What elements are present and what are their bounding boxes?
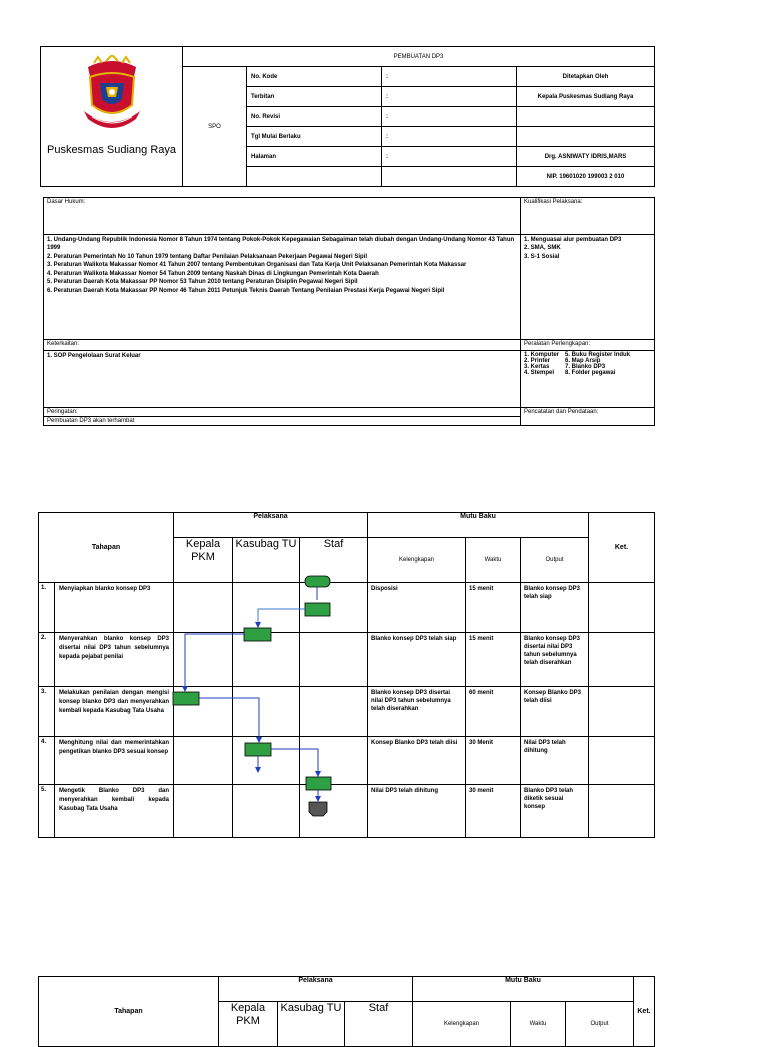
step-waktu: 15 menit xyxy=(466,583,521,633)
process-box-shape xyxy=(173,692,199,705)
dasar-hukum-label: Dasar Hukum: xyxy=(44,198,521,235)
equipment-item: 4. Stempel xyxy=(524,369,555,376)
mutu-baku-header: Mutu Baku xyxy=(412,977,633,1002)
ket-header: Ket. xyxy=(633,977,654,1047)
row-value: : xyxy=(382,127,517,147)
row-label: No. Kode xyxy=(247,67,382,87)
equipment-item: 3. Kertas xyxy=(524,363,550,370)
peringatan-label: Peringatan: xyxy=(44,407,521,416)
process-box-shape xyxy=(306,777,331,790)
peralatan-label: Peralatan Perlengkapan: xyxy=(521,340,655,350)
step-kelengkapan: Disposisi xyxy=(368,583,466,633)
kelengkapan-header: Kelengkapan xyxy=(412,1002,510,1047)
step-kelengkapan: Blanko konsep DP3 disertai nilai DP3 tahun sebelumnya telah diserahkan xyxy=(368,687,466,737)
step-number: 4. xyxy=(39,737,55,785)
step-kelengkapan: Nilai DP3 telah dihitung xyxy=(368,785,466,838)
row-right: NIP. 19601020 199003 2 010 xyxy=(517,167,655,187)
list-item: 1. SOP Pengelolaan Surat Keluar xyxy=(47,352,141,359)
spo-label: SPO xyxy=(183,67,247,187)
row-label: No. Revisi xyxy=(247,107,382,127)
row-value: : xyxy=(382,107,517,127)
step-output: Nilai DP3 telah dihitung xyxy=(521,737,589,785)
process-box-shape xyxy=(245,743,271,756)
kepala-pkm-header: Kepala PKM xyxy=(218,1002,277,1047)
step-number: 2. xyxy=(39,633,55,687)
list-item: 6. Peraturan Daerah Kota Makassar PP Nomor 46 Tahun 2011 Petunjuk Teknis Daerah Tentang Penilaian Prestasi Kerja Pegawai Negeri Sipil xyxy=(47,287,445,294)
start-terminator-shape xyxy=(305,576,330,587)
process-box-shape xyxy=(305,603,330,616)
ket-header: Ket. xyxy=(589,513,655,583)
step-kelengkapan: Blanko konsep DP3 telah siap xyxy=(368,633,466,687)
output-header: Output xyxy=(521,538,589,583)
step-waktu: 60 menit xyxy=(466,687,521,737)
waktu-header: Waktu xyxy=(466,538,521,583)
step-text: Menyerahkan blanko konsep DP3 disertai nilai DP3 tahun sebelumnya kepada pejabat penilai xyxy=(55,633,174,687)
step-kelengkapan: Konsep Blanko DP3 telah diisi xyxy=(368,737,466,785)
row-label: Terbitan xyxy=(247,87,382,107)
step-text: Mengetik Blanko DP3 dan menyerahkan kembali kepada Kasubag Tata Usaha xyxy=(55,785,174,838)
row-right: Kepala Puskesmas Sudiang Raya xyxy=(517,87,655,107)
flow-connector xyxy=(271,749,318,774)
doc-title: PEMBUATAN DP3 xyxy=(183,47,655,67)
equipment-item: 8. Folder pegawai xyxy=(565,369,616,376)
kelengkapan-header: Kelengkapan xyxy=(368,538,466,583)
step-output: Konsep Blanko DP3 telah diisi xyxy=(521,687,589,737)
pencatatan-label: Pencatatan dan Pendataan: xyxy=(521,407,655,425)
step-text: Menghitung nilai dan memerintahkan pengetikan blanko DP3 sesuai konsep xyxy=(55,737,174,785)
step-waktu: 30 Menit xyxy=(466,737,521,785)
step-output: Blanko DP3 telah diketik sesuai konsep xyxy=(521,785,589,838)
row-value: : xyxy=(382,147,517,167)
staf-header: Staf xyxy=(300,538,368,583)
list-item: 1. Menguasai alur pembuatan DP3 xyxy=(524,236,622,243)
equipment-item: 5. Buku Register Induk xyxy=(565,351,631,358)
step-output: Blanko konsep DP3 telah siap xyxy=(521,583,589,633)
step-text: Menyiapkan blanko konsep DP3 xyxy=(55,583,174,633)
step-number: 3. xyxy=(39,687,55,737)
tahapan-header: Tahapan xyxy=(39,513,174,583)
end-terminator-shape xyxy=(309,802,327,816)
list-item: 2. SMA, SMK xyxy=(524,245,561,252)
list-item: 2. Peraturan Pemerintah No 10 Tahun 1979 tentang Daftar Penilaian Pelaksanaan Pekerjaan Pegawai Negeri Sipil xyxy=(47,253,368,260)
step-waktu: 30 menit xyxy=(466,785,521,838)
row-value: : xyxy=(382,67,517,87)
pelaksana-header: Pelaksana xyxy=(218,977,412,1002)
list-item: 4. Peraturan Walikota Makassar Nomor 54 Tahun 2009 tentang Naskah Dinas di Lingkungan Pemerintah Kota Daerah xyxy=(47,270,379,277)
flow-connector xyxy=(185,634,244,689)
row-label: Tgl Mulai Berlaku xyxy=(247,127,382,147)
row-right: Ditetapkan Oleh xyxy=(517,67,655,87)
step-number: 5. xyxy=(39,785,55,838)
step-number: 1. xyxy=(39,583,55,633)
step-output: Blanko konsep DP3 disertai nilai DP3 tahun sebelumnya telah diserahkan xyxy=(521,633,589,687)
process-table-continued xyxy=(38,976,655,1047)
mutu-baku-header: Mutu Baku xyxy=(368,513,589,538)
list-item: 5. Peraturan Daerah Kota Makassar PP Nomor 53 Tahun 2010 tentang Peraturan Disiplin Pegawai Negeri Sipil xyxy=(47,279,358,286)
flow-connector xyxy=(258,609,305,625)
org-name: Puskesmas Sudiang Raya xyxy=(46,144,176,156)
kasubag-tu-header: Kasubag TU xyxy=(277,1002,344,1047)
equipment-item: 7. Blanko DP3 xyxy=(565,363,606,370)
list-item: 3. S-1 Sosial xyxy=(524,253,560,260)
equipment-item: 2. Printer xyxy=(524,357,551,364)
equipment-item: 6. Map Arsip xyxy=(565,357,601,364)
step-text: Melakukan penilaian dengan mengisi konsep blanko DP3 dan menyerahkan kembali kepada Kasubag Tata Usaha xyxy=(55,687,174,737)
row-value: : xyxy=(382,87,517,107)
step-waktu: 15 menit xyxy=(466,633,521,687)
staf-header: Staf xyxy=(344,1002,412,1047)
process-box-shape xyxy=(244,628,271,641)
waktu-header: Waktu xyxy=(510,1002,565,1047)
row-right: Drg. ASNIWATY IDRIS,MARS xyxy=(517,147,655,167)
flow-connector xyxy=(199,698,259,740)
list-item: 3. Peraturan Walikota Makassar Nomor 41 Tahun 2007 tentang Pembentukan Organisasi dan Tata Kerja Unit Pelaksanan Pemerintah Kota Makassar xyxy=(47,262,467,269)
pelaksana-header: Pelaksana xyxy=(174,513,368,538)
peringatan-text: Pembuatan DP3 akan terhambat xyxy=(44,416,521,425)
list-item: 1. Undang-Undang Republik Indonesia Nomor 8 Tahun 1974 tentang Pokok-Pokok Kepegawaian Sebagaiman telah diubah dengan Undang-Undang Nomor 43 Tahun 1999 xyxy=(47,236,515,252)
kualifikasi-label: Kualifikasi Pelaksana: xyxy=(521,198,655,235)
row-label: Halaman xyxy=(247,147,382,167)
equipment-item: 1. Komputer xyxy=(524,351,560,358)
output-header: Output xyxy=(565,1002,633,1047)
keterkaitan-label: Keterkaitan: xyxy=(44,340,521,350)
tahapan-header: Tahapan xyxy=(39,977,219,1047)
kepala-pkm-header: Kepala PKM xyxy=(174,538,233,583)
kasubag-tu-header: Kasubag TU xyxy=(233,538,300,583)
